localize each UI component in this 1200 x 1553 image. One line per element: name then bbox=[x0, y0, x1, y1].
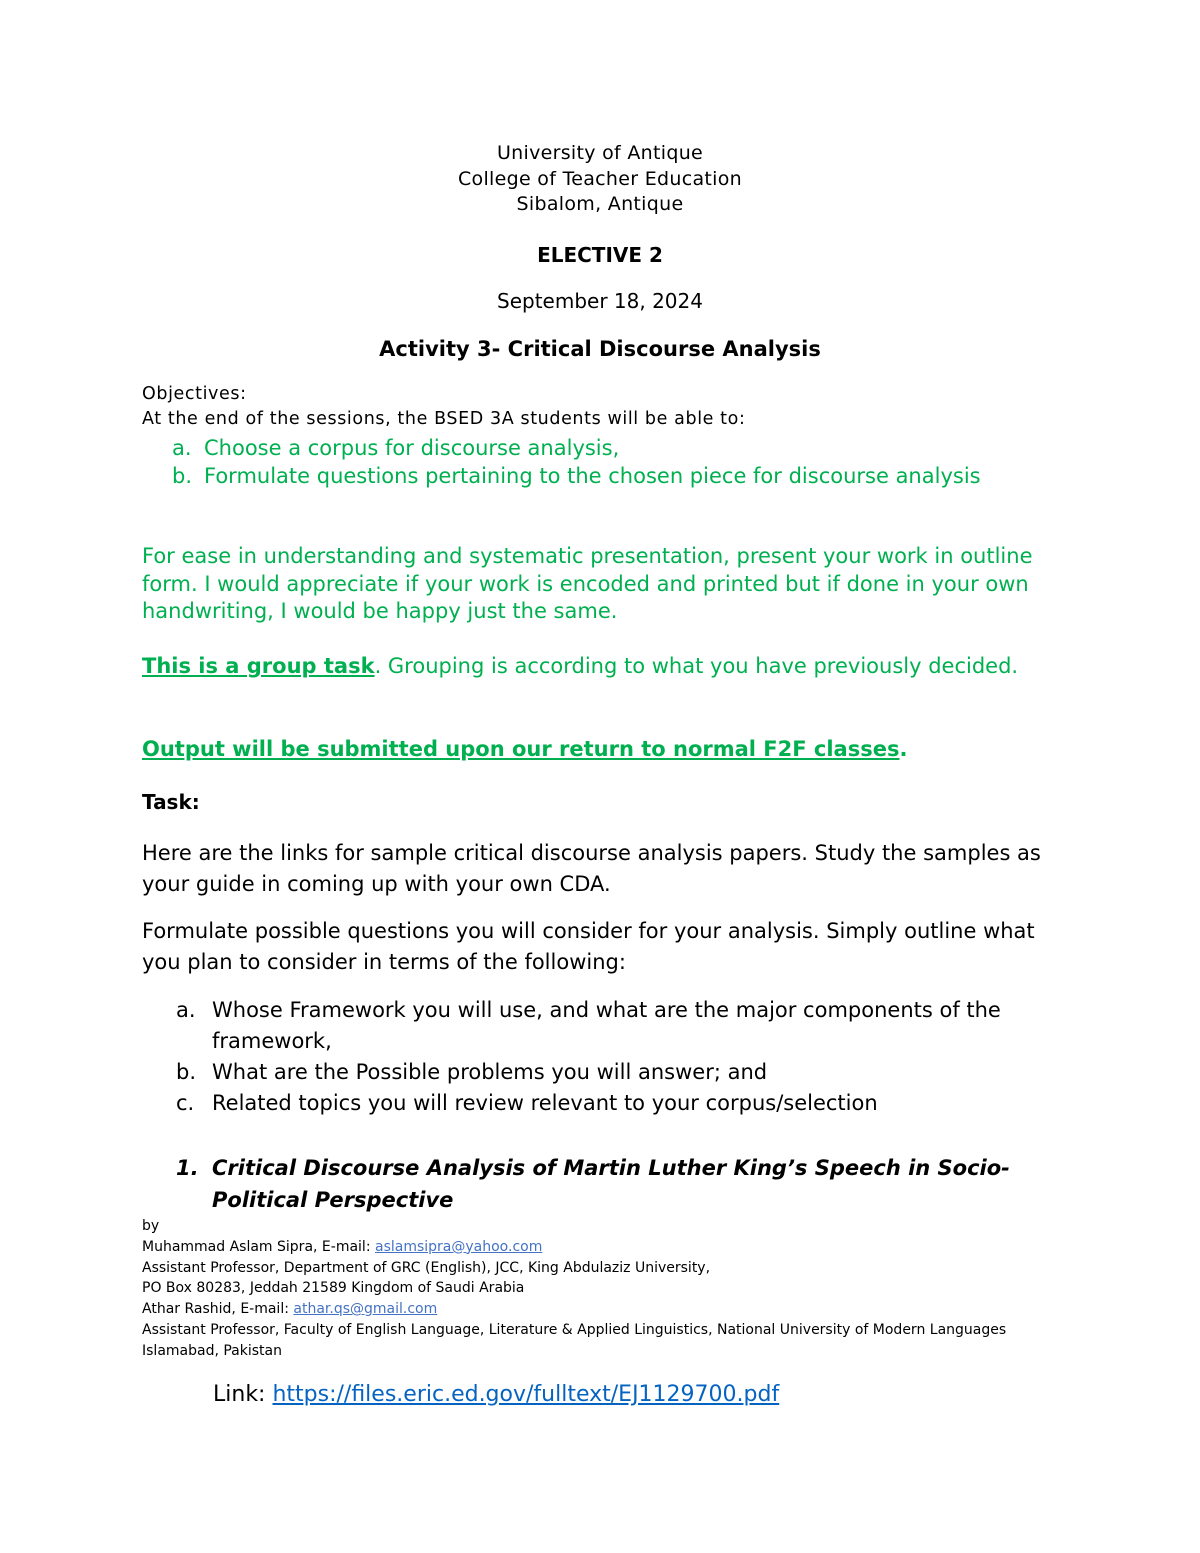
task-instruction: Formulate possible questions you will consider for your analysis. Simply outline what you plan to consider in terms of the following: bbox=[142, 919, 1035, 974]
objective-text: Formulate questions pertaining to the chosen piece for discourse analysis bbox=[204, 464, 981, 488]
link-label: Link: bbox=[213, 1382, 273, 1407]
paper-number: 1. bbox=[176, 1156, 199, 1180]
list-marker: c. bbox=[176, 1091, 195, 1115]
objectives-list bbox=[172, 434, 1032, 490]
task-item-text: What are the Possible problems you will answer; and bbox=[212, 1060, 768, 1084]
group-note bbox=[142, 653, 1072, 681]
output-emphasis: Output will be submitted upon our return to normal F2F classes bbox=[142, 737, 900, 761]
university-name: University of Antique bbox=[496, 142, 704, 164]
author-1-line bbox=[142, 1237, 1072, 1258]
institution-header bbox=[0, 141, 1200, 218]
output-note-end: . bbox=[899, 737, 908, 761]
campus-location: Sibalom, Antique bbox=[516, 193, 684, 215]
list-marker: a. bbox=[172, 436, 192, 460]
document-date: September 18, 2024 bbox=[497, 289, 703, 313]
task-intro: Here are the links for sample critical discourse analysis papers. Study the samples as your guide in coming up with your own CDA. bbox=[142, 841, 1041, 896]
ease-note: For ease in understanding and systematic presentation, present your work in outline form. I would appreciate if your work is encoded and printed but if done in your own handwriting, I would be happy just the same. bbox=[142, 544, 1033, 623]
group-task-emphasis: This is a group task bbox=[142, 654, 375, 678]
objective-item bbox=[172, 434, 1032, 462]
author-2-name: Athar Rashid, E-mail: bbox=[142, 1301, 294, 1318]
objectives-label: Objectives: bbox=[142, 384, 247, 404]
author-2-email-link[interactable]: athar.qs@gmail.com bbox=[293, 1301, 438, 1318]
activity-title: Activity 3- Critical Discourse Analysis bbox=[379, 337, 821, 361]
paper-link-line bbox=[213, 1382, 779, 1407]
paper-url-link[interactable]: https://files.eric.ed.gov/fulltext/EJ1129700.pdf bbox=[272, 1382, 780, 1407]
task-item-text: Whose Framework you will use, and what are the major components of the framework, bbox=[212, 998, 1001, 1053]
author-1-affiliation: Assistant Professor, Department of GRC (English), JCC, King Abdulaziz University, bbox=[142, 1259, 711, 1276]
author-2-address: Islamabad, Pakistan bbox=[142, 1342, 282, 1359]
output-note bbox=[142, 736, 1072, 764]
author-1-email-link[interactable]: aslamsipra@yahoo.com bbox=[374, 1238, 543, 1255]
task-item bbox=[176, 1057, 1076, 1088]
list-marker: b. bbox=[172, 464, 193, 488]
by-label: by bbox=[142, 1218, 160, 1234]
author-2-line bbox=[142, 1299, 1072, 1320]
author-1-address: PO Box 80283, Jeddah 21589 Kingdom of Saudi Arabia bbox=[142, 1280, 525, 1297]
task-heading: Task: bbox=[142, 790, 200, 814]
paper-title bbox=[176, 1152, 1056, 1216]
author-2-affiliation: Assistant Professor, Faculty of English Language, Literature & Applied Linguistics, National University of Modern Languages bbox=[142, 1321, 1007, 1338]
list-marker: b. bbox=[176, 1060, 197, 1084]
task-item-text: Related topics you will review relevant to your corpus/selection bbox=[212, 1091, 878, 1115]
objective-item bbox=[172, 462, 1032, 490]
paper-byline bbox=[142, 1216, 1072, 1362]
task-item bbox=[176, 995, 1076, 1057]
objectives-intro: At the end of the sessions, the BSED 3A students will be able to: bbox=[142, 409, 746, 429]
group-note-text: . Grouping is according to what you have previously decided. bbox=[374, 654, 1019, 678]
list-marker: a. bbox=[176, 998, 196, 1022]
task-item bbox=[176, 1088, 1076, 1119]
course-title: ELECTIVE 2 bbox=[537, 243, 663, 267]
task-list bbox=[176, 995, 1076, 1119]
author-1-name: Muhammad Aslam Sipra, E-mail: bbox=[142, 1238, 375, 1255]
paper-title-text: Critical Discourse Analysis of Martin Luther King’s Speech in Socio-Political Perspective bbox=[212, 1156, 1010, 1212]
college-name: College of Teacher Education bbox=[457, 167, 742, 190]
objective-text: Choose a corpus for discourse analysis, bbox=[204, 436, 620, 460]
